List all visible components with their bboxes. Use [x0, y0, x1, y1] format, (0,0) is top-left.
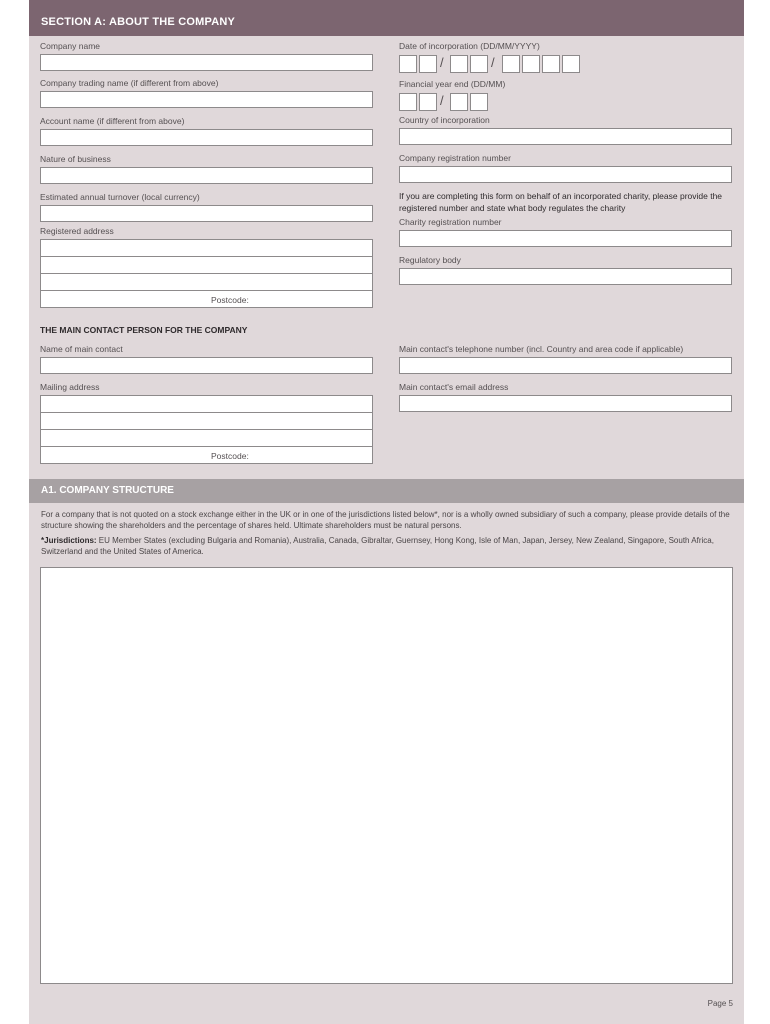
- registration-number-field[interactable]: [399, 166, 732, 183]
- country-of-incorporation-label: Country of incorporation: [399, 115, 490, 125]
- incorporation-year-1[interactable]: [502, 55, 520, 73]
- date-of-incorporation-label: Date of incorporation (DD/MM/YYYY): [399, 41, 540, 51]
- incorporation-year-4[interactable]: [562, 55, 580, 73]
- incorporation-month-1[interactable]: [450, 55, 468, 73]
- nature-of-business-field[interactable]: [40, 167, 373, 184]
- mailing-address-field[interactable]: [40, 395, 373, 464]
- mailing-line-1[interactable]: [41, 396, 372, 413]
- account-name-field[interactable]: [40, 129, 373, 146]
- main-contact-name-field[interactable]: [40, 357, 373, 374]
- registered-address-label: Registered address: [40, 226, 114, 236]
- date-slash: /: [440, 93, 444, 108]
- charity-registration-field[interactable]: [399, 230, 732, 247]
- mailing-address-label: Mailing address: [40, 382, 100, 392]
- regulatory-body-field[interactable]: [399, 268, 732, 285]
- date-slash: /: [491, 55, 495, 70]
- postcode-row[interactable]: [41, 291, 372, 308]
- email-label: Main contact's email address: [399, 382, 509, 392]
- telephone-label: Main contact's telephone number (incl. Country and area code if applicable): [399, 344, 684, 354]
- mailing-line-3[interactable]: [41, 430, 372, 447]
- telephone-field[interactable]: [399, 357, 732, 374]
- section-a-header: SECTION A: ABOUT THE COMPANY: [29, 0, 744, 36]
- company-name-label: Company name: [40, 41, 101, 51]
- regulatory-body-label: Regulatory body: [399, 255, 461, 265]
- company-name-field[interactable]: [40, 54, 373, 71]
- address-line-2[interactable]: [41, 257, 372, 274]
- trading-name-label: Company trading name (if different from above): [40, 78, 219, 88]
- incorporation-day-2[interactable]: [419, 55, 437, 73]
- form-page: [29, 0, 744, 1024]
- financial-year-end-label: Financial year end (DD/MM): [399, 79, 506, 89]
- charity-registration-label: Charity registration number: [399, 217, 502, 227]
- incorporation-year-2[interactable]: [522, 55, 540, 73]
- email-field[interactable]: [399, 395, 732, 412]
- incorporation-year-3[interactable]: [542, 55, 560, 73]
- year-end-day-1[interactable]: [399, 93, 417, 111]
- turnover-field[interactable]: [40, 205, 373, 222]
- a1-header: A1. COMPANY STRUCTURE: [29, 479, 744, 503]
- main-contact-heading: THE MAIN CONTACT PERSON FOR THE COMPANY: [40, 325, 248, 335]
- a1-description: For a company that is not quoted on a stock exchange either in the UK or in one of the jurisdictions listed below*, nor is a wholly owned subsidiary of such a company, please provide details of the structure showing the shareholders and the percentage of shares held. Ultimate shareholders must be natural persons.: [41, 510, 730, 530]
- nature-of-business-label: Nature of business: [40, 154, 111, 164]
- registered-address-field[interactable]: [40, 239, 373, 308]
- address-line-3[interactable]: [41, 274, 372, 291]
- year-end-month-2[interactable]: [470, 93, 488, 111]
- year-end-day-2[interactable]: [419, 93, 437, 111]
- date-slash: /: [440, 55, 444, 70]
- company-structure-field[interactable]: [40, 567, 733, 984]
- year-end-month-1[interactable]: [450, 93, 468, 111]
- jurisdictions-text: EU Member States (excluding Bulgaria and Romania), Australia, Canada, Gibraltar, Guernsey, Hong Kong, Isle of Man, Japan, Jersey, New Zealand, Singapore, South Africa, Switzerland and the United States of America.: [41, 536, 714, 556]
- mailing-postcode-row[interactable]: [41, 447, 372, 464]
- incorporation-day-1[interactable]: [399, 55, 417, 73]
- page-number: Page 5: [707, 999, 733, 1008]
- mailing-line-2[interactable]: [41, 413, 372, 430]
- charity-note: If you are completing this form on behalf of an incorporated charity, please provide the registered number and state what body regulates the charity: [399, 191, 723, 213]
- turnover-label: Estimated annual turnover (local currency): [40, 192, 200, 202]
- main-contact-name-label: Name of main contact: [40, 344, 123, 354]
- registration-number-label: Company registration number: [399, 153, 511, 163]
- account-name-label: Account name (if different from above): [40, 116, 185, 126]
- country-of-incorporation-field[interactable]: [399, 128, 732, 145]
- trading-name-field[interactable]: [40, 91, 373, 108]
- incorporation-month-2[interactable]: [470, 55, 488, 73]
- address-line-1[interactable]: [41, 240, 372, 257]
- mailing-postcode-label: Postcode:: [211, 451, 249, 461]
- postcode-label: Postcode:: [211, 295, 249, 305]
- jurisdictions-label: *Jurisdictions:: [41, 536, 97, 545]
- jurisdictions-note: [41, 535, 733, 557]
